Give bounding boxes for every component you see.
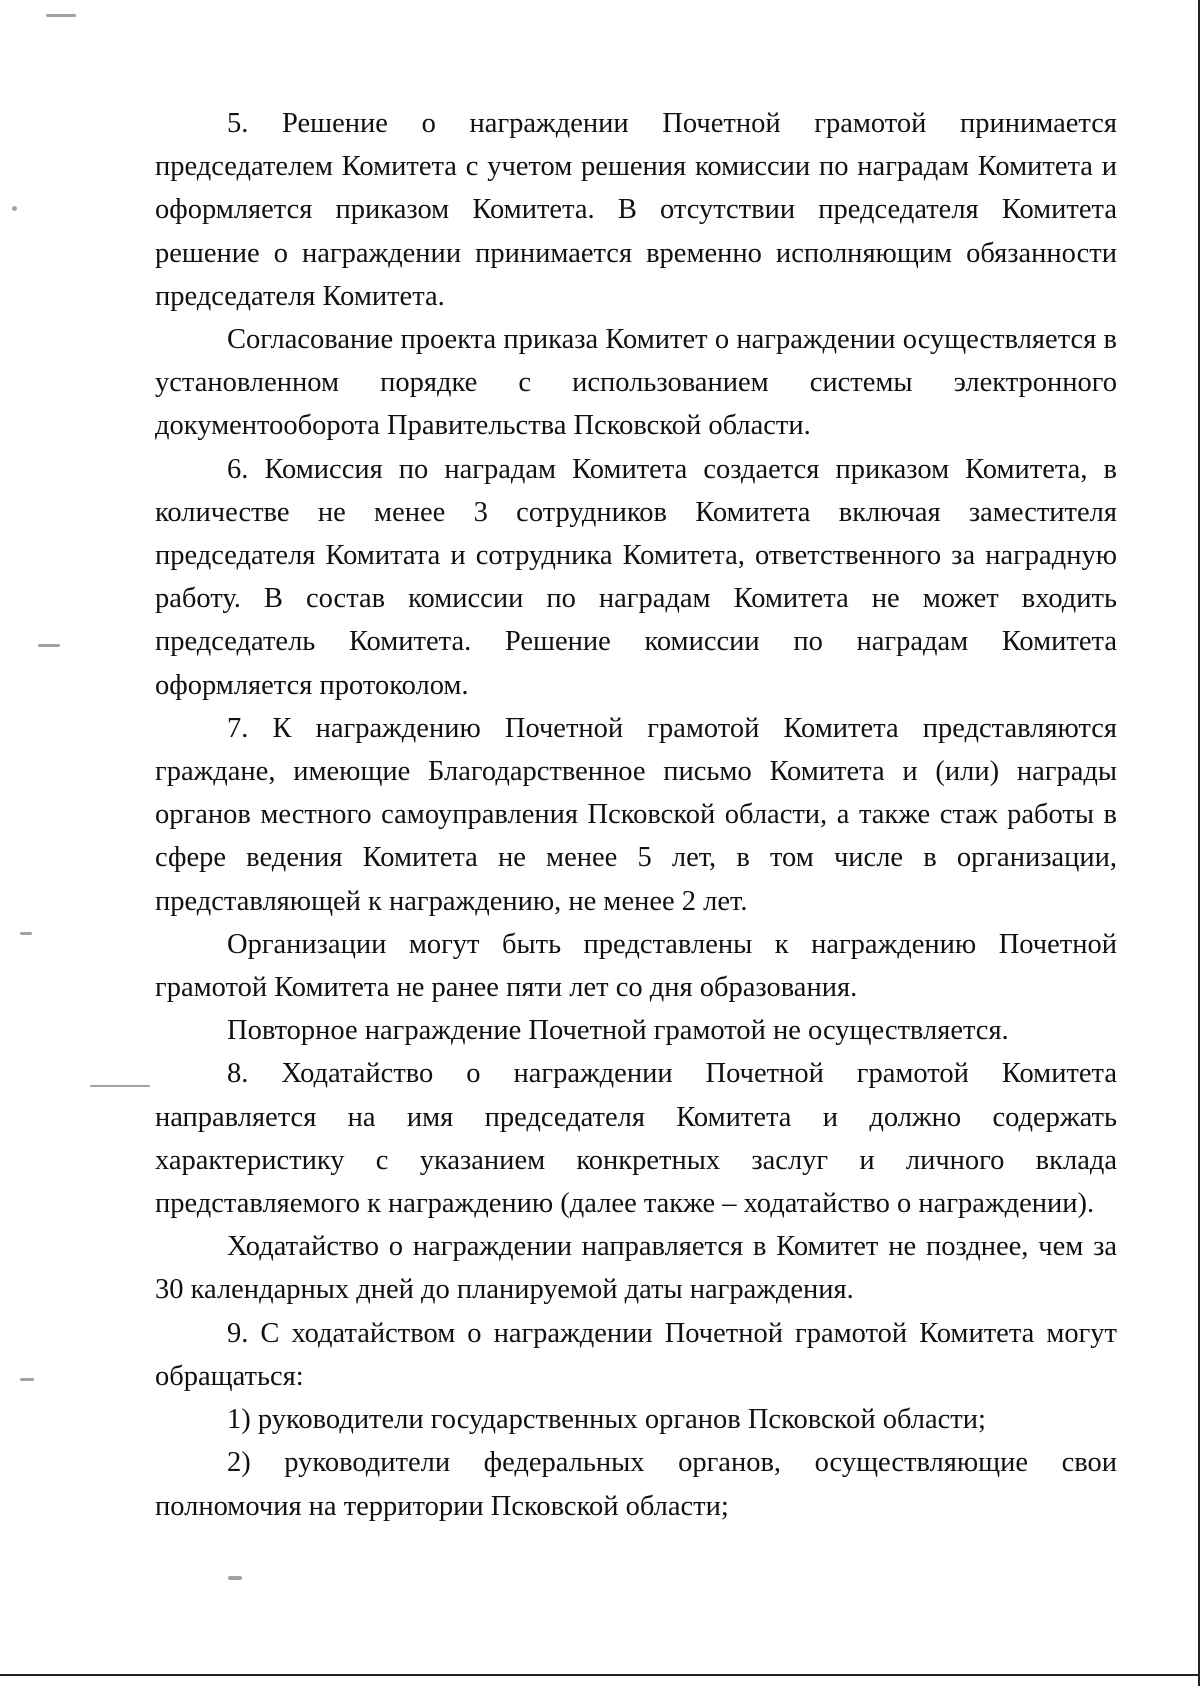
scan-speck [90, 1085, 150, 1087]
scan-speck [12, 206, 17, 211]
paragraph-9-item-1: 1) руководители государственных органов Псковской области; [227, 1404, 986, 1436]
paragraph-5: 5. Решение о награждении Почетной грамотой принимается председателем Комитета с учетом решения комиссии по наградам Комитета и оформляется приказом Комитета. В отсутствии председателя Комитета решение о награждении принимается временно исполняющим обязанности председателя Комитета. [155, 108, 1117, 312]
paragraph-7-repeat: Повторное награждение Почетной грамотой не осуществляется. [227, 1015, 1009, 1047]
paragraph-9-item-2: 2) руководители федеральных органов, осуществляющие свои полномочия на территории Псковской области; [155, 1447, 1117, 1522]
scan-speck [228, 1576, 242, 1580]
scan-speck [20, 932, 32, 935]
page-edge-bottom [0, 1674, 1200, 1676]
paragraph-8-deadline: Ходатайство о награждении направляется в Комитет не позднее, чем за 30 календарных дней до планируемой даты награждения. [155, 1231, 1117, 1306]
scan-speck [20, 1378, 34, 1381]
paragraph-7-organizations: Организации могут быть представлены к награждению Почетной грамотой Комитета не ранее пяти лет со дня образования. [155, 928, 1117, 1004]
paragraph-9: 9. С ходатайством о награждении Почетной грамотой Комитета могут обращаться: [155, 1317, 1117, 1392]
scan-speck [46, 14, 76, 17]
paragraph-8: 8. Ходатайство о награждении Почетной грамотой Комитета направляется на имя председателя Комитета и должно содержать характеристику с указанием конкретных заслуг и личного вклада представляемого к награждению (далее также – ходатайство о награждении). [155, 1058, 1117, 1220]
paragraph-5-approval: Согласование проекта приказа Комитет о награждении осуществляется в установленном порядке с использованием системы электронного документооборота Правительства Псковской области. [155, 324, 1117, 442]
paragraph-6: 6. Комиссия по наградам Комитета создается приказом Комитета, в количестве не менее 3 сотрудников Комитета включая заместителя председателя Комитата и сотрудника Комитета, ответственного за наградную работу. В состав комиссии по наградам Комитета не может входить председатель Комитета. Решение комиссии по наградам Комитета оформляется протоколом. [155, 453, 1117, 701]
document-body [155, 102, 1117, 1528]
scan-speck [38, 644, 60, 647]
paragraph-7: 7. К награждению Почетной грамотой Комитета представляются граждане, имеющие Благодарственное письмо Комитета и (или) награды органов местного самоуправления Псковской области, а также стаж работы в сфере ведения Комитета не менее 5 лет, в том числе в организации, представляющей к награждению, не менее 2 лет. [155, 712, 1117, 917]
